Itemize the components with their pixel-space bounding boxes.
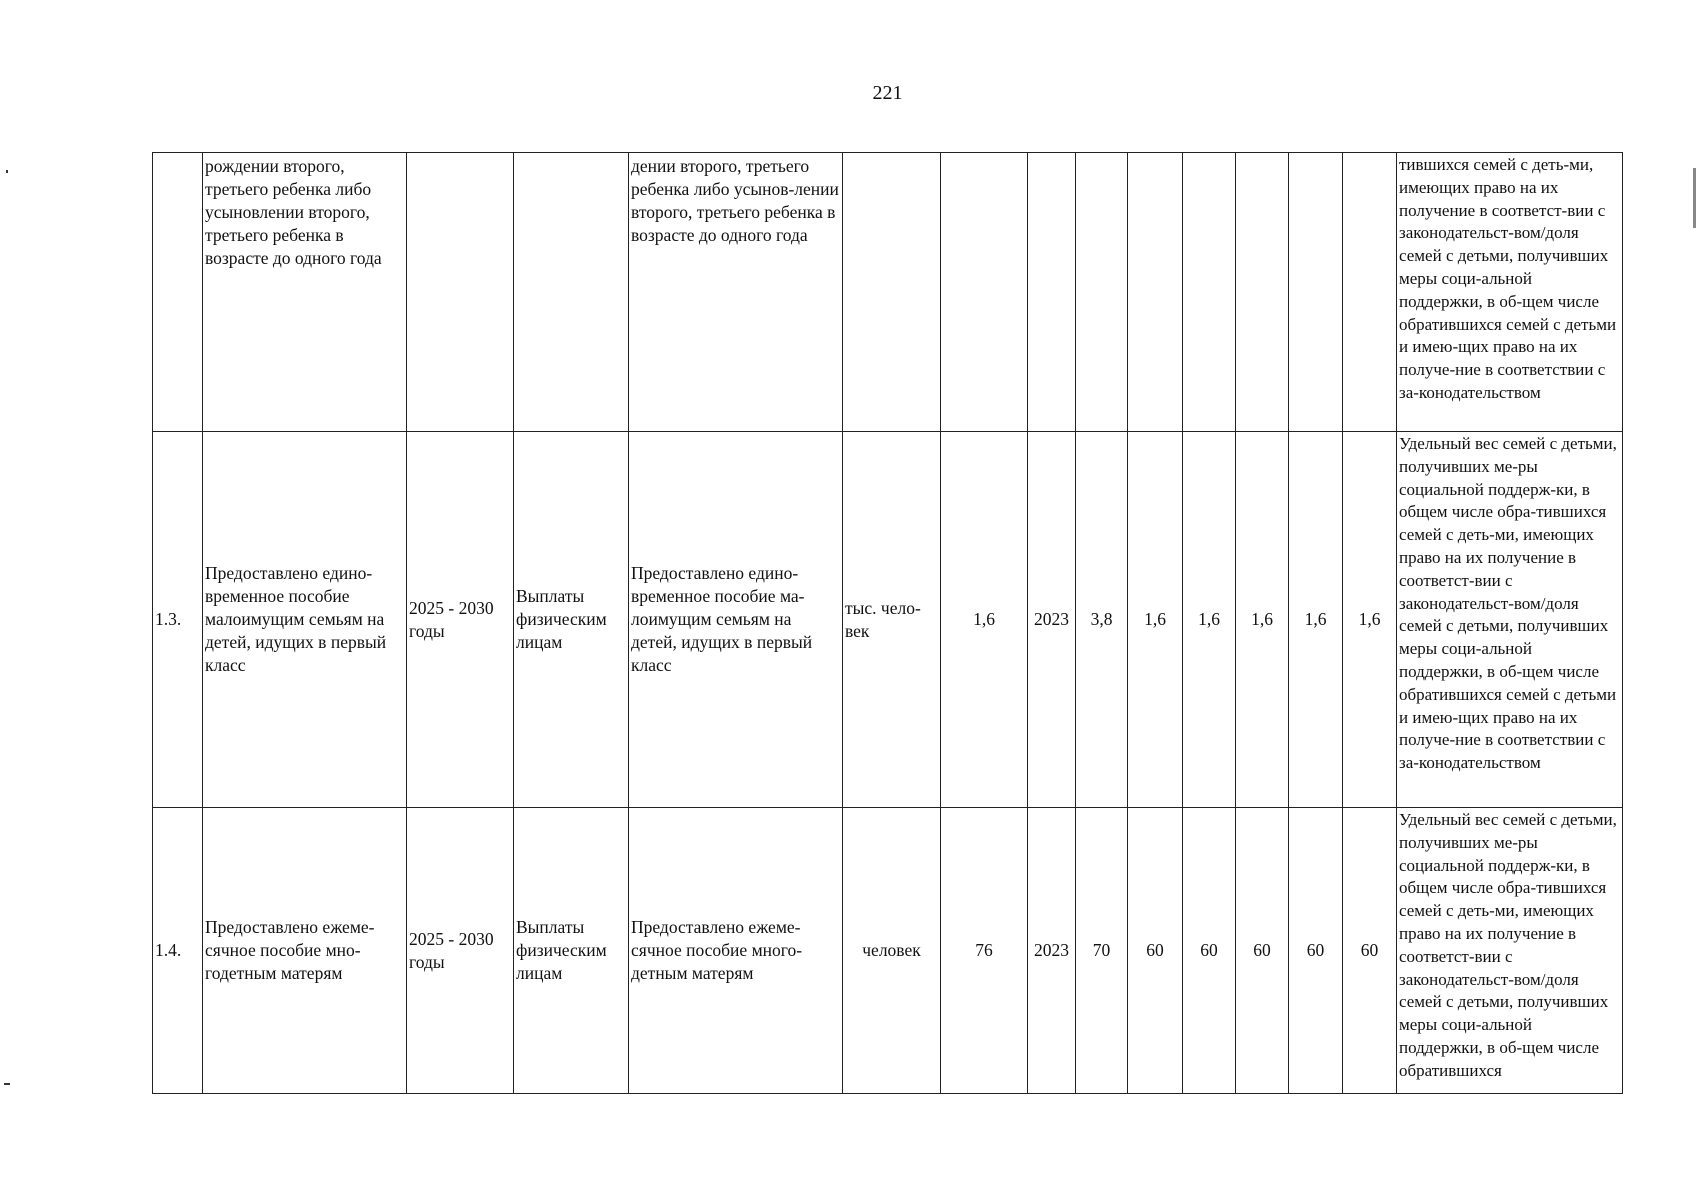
cell-period: 2025 - 2030 годы xyxy=(407,808,514,1094)
cell-value-3: 1,6 xyxy=(1183,432,1236,808)
cell-num: 1.4. xyxy=(153,808,203,1094)
cell-value-2: 1,6 xyxy=(1128,432,1183,808)
cell-value-5: 1,6 xyxy=(1289,432,1343,808)
cell-unit xyxy=(843,153,941,432)
cell-base-year xyxy=(1028,153,1076,432)
cell-base-year: 2023 xyxy=(1028,808,1076,1094)
scan-mark xyxy=(1693,168,1696,228)
cell-period xyxy=(407,153,514,432)
page-number: 221 xyxy=(872,82,903,104)
cell-base-value: 76 xyxy=(941,808,1028,1094)
cell-indicator: Удельный вес семей с детьми, получивших ме-ры социальной поддерж-ки, в общем числе обра-тившихся семей с деть-ми, имеющих право на их получение в соответст-вии с законодательст-вом/доля семей с детьми, получивших меры соци-альной поддержки, в об-щем числе обратившихся семей с детьми и имею-щих право на их получе-ние в соответствии с за-конодательством xyxy=(1397,432,1623,808)
program-table xyxy=(152,152,1623,1094)
table-row xyxy=(153,153,1623,432)
cell-value-5: 60 xyxy=(1289,808,1343,1094)
cell-value-2: 60 xyxy=(1128,808,1183,1094)
cell-value-5 xyxy=(1289,153,1343,432)
cell-base-value: 1,6 xyxy=(941,432,1028,808)
cell-value-6 xyxy=(1343,153,1397,432)
cell-value-1: 3,8 xyxy=(1076,432,1128,808)
cell-value-6: 1,6 xyxy=(1343,432,1397,808)
cell-value-4: 60 xyxy=(1236,808,1289,1094)
cell-event-name: рождении второго, третьего ребенка либо усыновлении второго, третьего ребенка в возрасте до одного года xyxy=(203,153,407,432)
cell-num xyxy=(153,153,203,432)
cell-value-4 xyxy=(1236,153,1289,432)
cell-value-1 xyxy=(1076,153,1128,432)
cell-num: 1.3. xyxy=(153,432,203,808)
cell-event-name: Предоставлено едино-временное пособие малоимущим семьям на детей, идущих в первый класс xyxy=(203,432,407,808)
cell-result: Предоставлено едино-временное пособие ма-лоимущим семьям на детей, идущих в первый класс xyxy=(629,432,843,808)
cell-value-6: 60 xyxy=(1343,808,1397,1094)
cell-unit: человек xyxy=(843,808,941,1094)
table-row xyxy=(153,808,1623,1094)
cell-unit: тыс. чело-век xyxy=(843,432,941,808)
cell-event-name: Предоставлено ежеме-сячное пособие мно-годетным матерям xyxy=(203,808,407,1094)
cell-event-type: Выплаты физическим лицам xyxy=(514,808,629,1094)
cell-value-1: 70 xyxy=(1076,808,1128,1094)
table-row xyxy=(153,432,1623,808)
cell-value-3: 60 xyxy=(1183,808,1236,1094)
cell-indicator: тившихся семей с деть-ми, имеющих право на их получение в соответст-вии с законодательст-вом/доля семей с детьми, получивших меры соци-альной поддержки, в об-щем числе обратившихся семей с детьми и имею-щих право на их получе-ние в соответствии с за-конодательством xyxy=(1397,153,1623,432)
cell-value-4: 1,6 xyxy=(1236,432,1289,808)
cell-base-year: 2023 xyxy=(1028,432,1076,808)
cell-event-type xyxy=(514,153,629,432)
cell-event-type: Выплаты физическим лицам xyxy=(514,432,629,808)
cell-value-3 xyxy=(1183,153,1236,432)
cell-value-2 xyxy=(1128,153,1183,432)
scan-mark xyxy=(4,1083,10,1085)
cell-result: Предоставлено ежеме-сячное пособие много-детным матерям xyxy=(629,808,843,1094)
scan-mark xyxy=(6,170,8,173)
cell-base-value xyxy=(941,153,1028,432)
cell-period: 2025 - 2030 годы xyxy=(407,432,514,808)
cell-indicator: Удельный вес семей с детьми, получивших ме-ры социальной поддерж-ки, в общем числе обра-тившихся семей с деть-ми, имеющих право на их получение в соответст-вии с законодательст-вом/доля семей с детьми, получивших меры соци-альной поддержки, в об-щем числе обратившихся xyxy=(1397,808,1623,1094)
cell-result: дении второго, третьего ребенка либо усынов-лении второго, третьего ребенка в возрасте до одного года xyxy=(629,153,843,432)
